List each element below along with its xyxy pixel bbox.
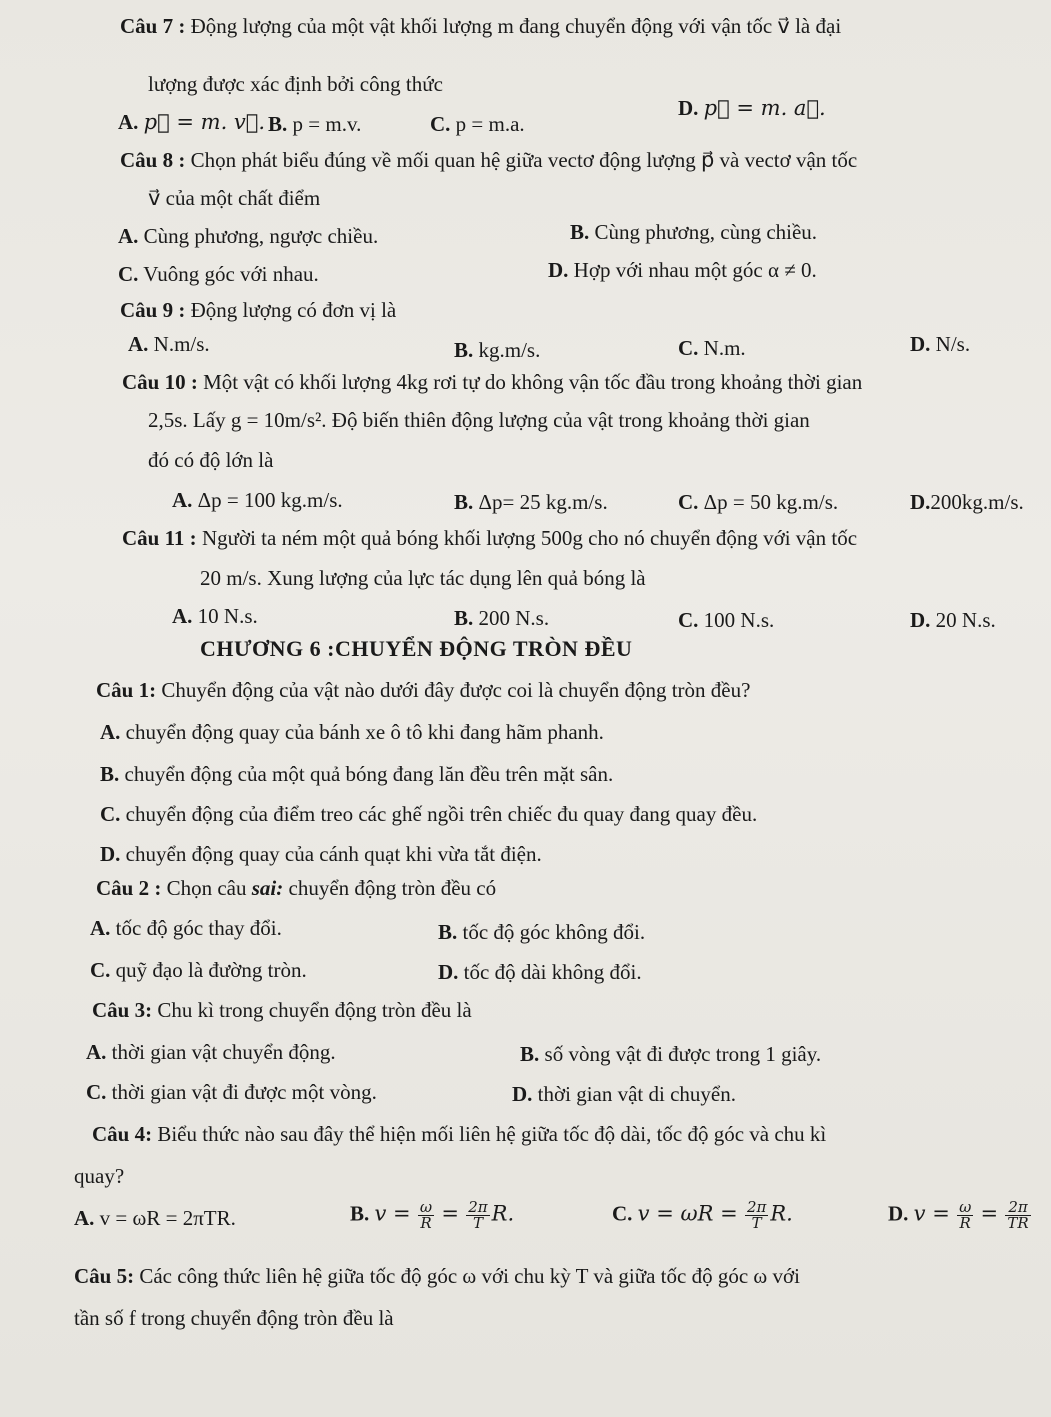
c3-label: Câu 3: — [92, 998, 153, 1022]
c2-emphasis: sai: — [251, 876, 284, 900]
q11-option-c: C. 100 N.s. — [678, 608, 775, 632]
c3-text1: Chu kì trong chuyển động tròn đều là — [157, 998, 472, 1022]
q7-line1 — [120, 14, 841, 39]
c4-option-c: C. v = ωR = $\frac{2\pi}{T}$ R. — [612, 1198, 793, 1232]
c2-option-d: D. tốc độ dài không đổi. — [438, 960, 642, 984]
q8-label: Câu 8 : — [120, 148, 186, 172]
c4-label: Câu 4: — [92, 1122, 153, 1146]
q7-text1: Động lượng của một vật khối lượng m đang chuyển động với vận tốc v⃗ là đại — [190, 14, 842, 38]
q11-line2: 20 m/s. Xung lượng của lực tác dụng lên quả bóng là — [200, 566, 646, 590]
q8-option-c: C. Vuông góc với nhau. — [118, 262, 319, 286]
c3-option-c: C. thời gian vật đi được một vòng. — [86, 1080, 377, 1104]
q7-option-a: A. p⃗ = m. v⃗. — [118, 110, 266, 134]
q9-option-c: C. N.m. — [678, 336, 746, 360]
q10-option-d: D.200kg.m/s. — [910, 490, 1024, 514]
c4-d-frac2: $\frac{2\pi}{TR}$ — [1007, 1198, 1029, 1232]
c1-label: Câu 1: — [96, 678, 157, 702]
c3-option-d: D. thời gian vật di chuyển. — [512, 1082, 736, 1106]
q9-option-b: B. kg.m/s. — [454, 338, 541, 362]
chapter-heading: CHƯƠNG 6 :CHUYỂN ĐỘNG TRÒN ĐỀU — [200, 636, 633, 661]
q10-line1 — [122, 370, 862, 395]
q8-option-b: B. Cùng phương, cùng chiều. — [570, 220, 818, 244]
c5-line2: tần số f trong chuyển động tròn đều là — [74, 1306, 394, 1330]
q7-label: Câu 7 : — [120, 14, 186, 38]
q11-option-b: B. 200 N.s. — [454, 606, 550, 630]
q7-option-d: D. p⃗ = m. a⃗. — [678, 96, 826, 120]
c1-option-c: C. chuyển động của điểm treo các ghế ngồi trên chiếc đu quay đang quay đều. — [100, 802, 758, 826]
q8-text1: Chọn phát biểu đúng về mối quan hệ giữa vectơ động lượng p⃗ và vectơ vận tốc — [190, 148, 858, 172]
q9-text1: Động lượng có đơn vị là — [190, 298, 397, 322]
c1-text1: Chuyển động của vật nào dưới đây được coi là chuyển động tròn đều? — [161, 678, 751, 702]
q9-label: Câu 9 : — [120, 298, 186, 322]
q8-option-d: D. Hợp với nhau một góc α ≠ 0. — [548, 258, 817, 282]
c2-option-c: C. quỹ đạo là đường tròn. — [90, 958, 307, 982]
q8-line2: v⃗ của một chất điểm — [148, 186, 321, 210]
c1-option-a: A. chuyển động quay của bánh xe ô tô khi đang hãm phanh. — [100, 720, 604, 744]
c3-line1 — [92, 998, 472, 1023]
q10-option-c: C. Δp = 50 kg.m/s. — [678, 490, 839, 514]
c4-option-d: D. v = $\frac{\omega}{R}$ = $\frac{2\pi}{TR}$ — [888, 1198, 1029, 1232]
q9-option-a: A. N.m/s. — [128, 332, 210, 356]
c1-line1 — [96, 678, 750, 703]
q11-line1 — [122, 526, 857, 551]
q7-option-b: B. p = m.v. — [268, 112, 362, 136]
q10-text1: Một vật có khối lượng 4kg rơi tự do không vận tốc đầu trong khoảng thời gian — [203, 370, 863, 394]
c5-text1: Các công thức liên hệ giữa tốc độ góc ω với chu kỳ T và giữa tốc độ góc ω với — [139, 1264, 800, 1288]
q7-line2: lượng được xác định bởi công thức — [148, 72, 443, 96]
c3-option-b: B. số vòng vật đi được trong 1 giây. — [520, 1042, 822, 1066]
c2-line1: Câu 2 : Chọn câu sai: chuyển động tròn đều có — [96, 876, 497, 900]
c2-label: Câu 2 : — [96, 876, 162, 900]
q10-option-b: B. Δp= 25 kg.m/s. — [454, 490, 608, 514]
q11-label: Câu 11 : — [122, 526, 197, 550]
c4-option-a: A. v = ωR = 2πTR. — [74, 1206, 236, 1230]
c4-c-frac: $\frac{2\pi}{T}$ — [746, 1198, 767, 1232]
q11-option-d: D. 20 N.s. — [910, 608, 996, 632]
q8-line1 — [120, 148, 857, 173]
c4-d-frac1: $\frac{\omega}{R}$ — [959, 1198, 972, 1232]
q9-line1 — [120, 298, 396, 323]
c4-text1: Biểu thức nào sau đây thể hiện mối liên hệ giữa tốc độ dài, tốc độ góc và chu kì — [157, 1122, 827, 1146]
c4-line2: quay? — [74, 1164, 125, 1188]
q11-text1: Người ta ném một quả bóng khối lượng 500g cho nó chuyển động với vận tốc — [201, 526, 858, 550]
q10-line3: đó có độ lớn là — [148, 448, 274, 472]
c1-option-d: D. chuyển động quay của cánh quạt khi vừa tắt điện. — [100, 842, 542, 866]
c4-option-b: B. v = $\frac{\omega}{R}$ = $\frac{2\pi}{T}$ R. — [350, 1198, 515, 1232]
c3-option-a: A. thời gian vật chuyển động. — [86, 1040, 336, 1064]
q8-option-a: A. Cùng phương, ngược chiều. — [118, 224, 379, 248]
q9-option-d: D. N/s. — [910, 332, 971, 356]
q10-line2: 2,5s. Lấy g = 10m/s². Độ biến thiên động lượng của vật trong khoảng thời gian — [148, 408, 810, 432]
c4-line1 — [92, 1122, 826, 1147]
q7-option-c: C. p = m.a. — [430, 112, 525, 136]
c4-b-frac2: $\frac{2\pi}{T}$ — [468, 1198, 488, 1232]
c1-option-b: B. chuyển động của một quả bóng đang lăn đều trên mặt sân. — [100, 762, 614, 786]
c5-line1 — [74, 1264, 800, 1289]
c2-option-a: A. tốc độ góc thay đổi. — [90, 916, 282, 940]
q10-label: Câu 10 : — [122, 370, 198, 394]
q11-option-a: A. 10 N.s. — [172, 604, 258, 628]
c2-option-b: B. tốc độ góc không đổi. — [438, 920, 646, 944]
c4-b-frac1: $\frac{\omega}{R}$ — [419, 1198, 433, 1232]
c5-label: Câu 5: — [74, 1264, 135, 1288]
q10-option-a: A. Δp = 100 kg.m/s. — [172, 488, 343, 512]
